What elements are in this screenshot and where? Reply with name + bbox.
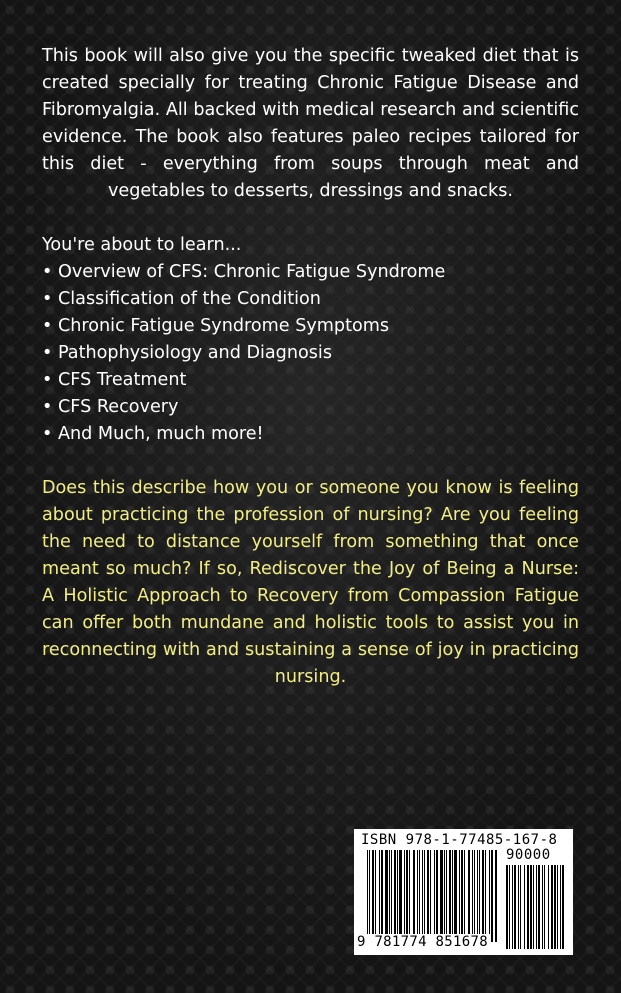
barcode-bar [434,850,435,942]
learn-item: • Pathophysiology and Diagnosis [42,340,445,367]
barcode-bar [472,850,473,942]
barcode-bar [536,865,537,949]
barcode-bar [520,865,521,949]
barcode-bar [369,850,370,942]
isbn-label: ISBN 978-1-77485-167-8 [361,832,558,848]
highlight-paragraph: Does this describe how you or someone you know is feeling about practicing the profession of nursing? Are you feeling the need to distance yourself from something that once meant so much? If so, Rediscover the Joy of Being a Nurse: A Holistic Approach to Recovery from Compassion Fatigue can offer both mundane and holistic tools to assist you in reconnecting with and sustaining a sense of joy in practicing nursing. [42,478,579,687]
barcode-bar [452,850,453,942]
barcode-bar [514,865,516,949]
learn-item: • CFS Treatment [42,367,445,394]
barcode-bar [468,850,470,942]
barcode-bar [391,850,392,942]
learn-item: • Overview of CFS: Chronic Fatigue Syndrome [42,259,445,286]
barcode-bar [544,865,545,949]
learn-item: • Classification of the Condition [42,286,445,313]
isbn-barcode [354,829,573,955]
barcode-bar [512,865,513,949]
barcode-bar [444,850,445,942]
barcode-digits: 9 781774 851678 [357,934,488,950]
barcode-bar [367,850,368,942]
barcode-bar [459,850,460,942]
barcode-bar [375,850,376,942]
barcode-bar [372,850,374,942]
barcode-bar [557,865,558,949]
barcode-bar [424,850,425,942]
barcode-bar [477,850,478,942]
learn-heading: You're about to learn... [42,235,242,255]
barcode-bar [548,865,549,949]
barcode-bar [413,850,415,942]
barcode-bar [562,865,564,949]
barcode-bar [485,850,486,942]
barcode-bar [542,865,543,949]
barcode-bar [406,850,408,942]
barcode-bar [527,865,529,949]
barcode-bar [446,850,447,942]
learn-list [42,259,445,448]
barcode-addon-code: 90000 [506,847,551,863]
barcode-bar [417,850,418,942]
barcode-bar [479,850,480,942]
barcode-bar [381,850,383,942]
intro-paragraph: This book will also give you the specific tweaked diet that is created specially for treating Chronic Fatigue Disease and Fibromyalgia. All backed with medical research and scientific evidence. The book also features paleo recipes tailored for this diet - everything from soups through meat and vegetables to desserts, dressings and snacks. [42,46,579,201]
barcode-bar [554,865,556,949]
barcode-bar [464,850,465,942]
barcode-bar [530,865,532,949]
barcode-bar [509,865,510,949]
barcode-bar [419,850,420,942]
barcode-bar [560,865,561,949]
barcode-bar [436,850,438,942]
barcode-bar [461,850,463,942]
barcode-bar [449,850,451,942]
barcode-bar [524,865,525,949]
barcode-addon-bars [506,865,564,949]
barcode-bar [538,865,540,949]
learn-item: • Chronic Fatigue Syndrome Symptoms [42,313,445,340]
barcode-bar [385,850,388,942]
barcode-bar [489,850,490,942]
barcode-main-bars [367,850,497,942]
barcode-bar [474,850,475,942]
barcode-bar [495,850,497,942]
barcode-bar [506,865,508,949]
barcode-bar [409,850,410,942]
barcode-bar [427,850,429,942]
barcode-bar [389,850,390,942]
barcode-bar [533,865,534,949]
barcode-bar [399,850,402,942]
barcode-bar [397,850,398,942]
barcode-bar [379,850,380,942]
barcode-bar [551,865,553,949]
barcode-bar [430,850,431,942]
barcode-bar [491,850,493,942]
learn-item: • CFS Recovery [42,394,445,421]
learn-item: • And Much, much more! [42,421,445,448]
barcode-bar [482,850,484,942]
barcode-bar [422,850,423,942]
barcode-bar [454,850,457,942]
barcode-bar [394,850,396,942]
barcode-bar [518,865,519,949]
barcode-bar [404,850,405,942]
barcode-bar [440,850,443,942]
